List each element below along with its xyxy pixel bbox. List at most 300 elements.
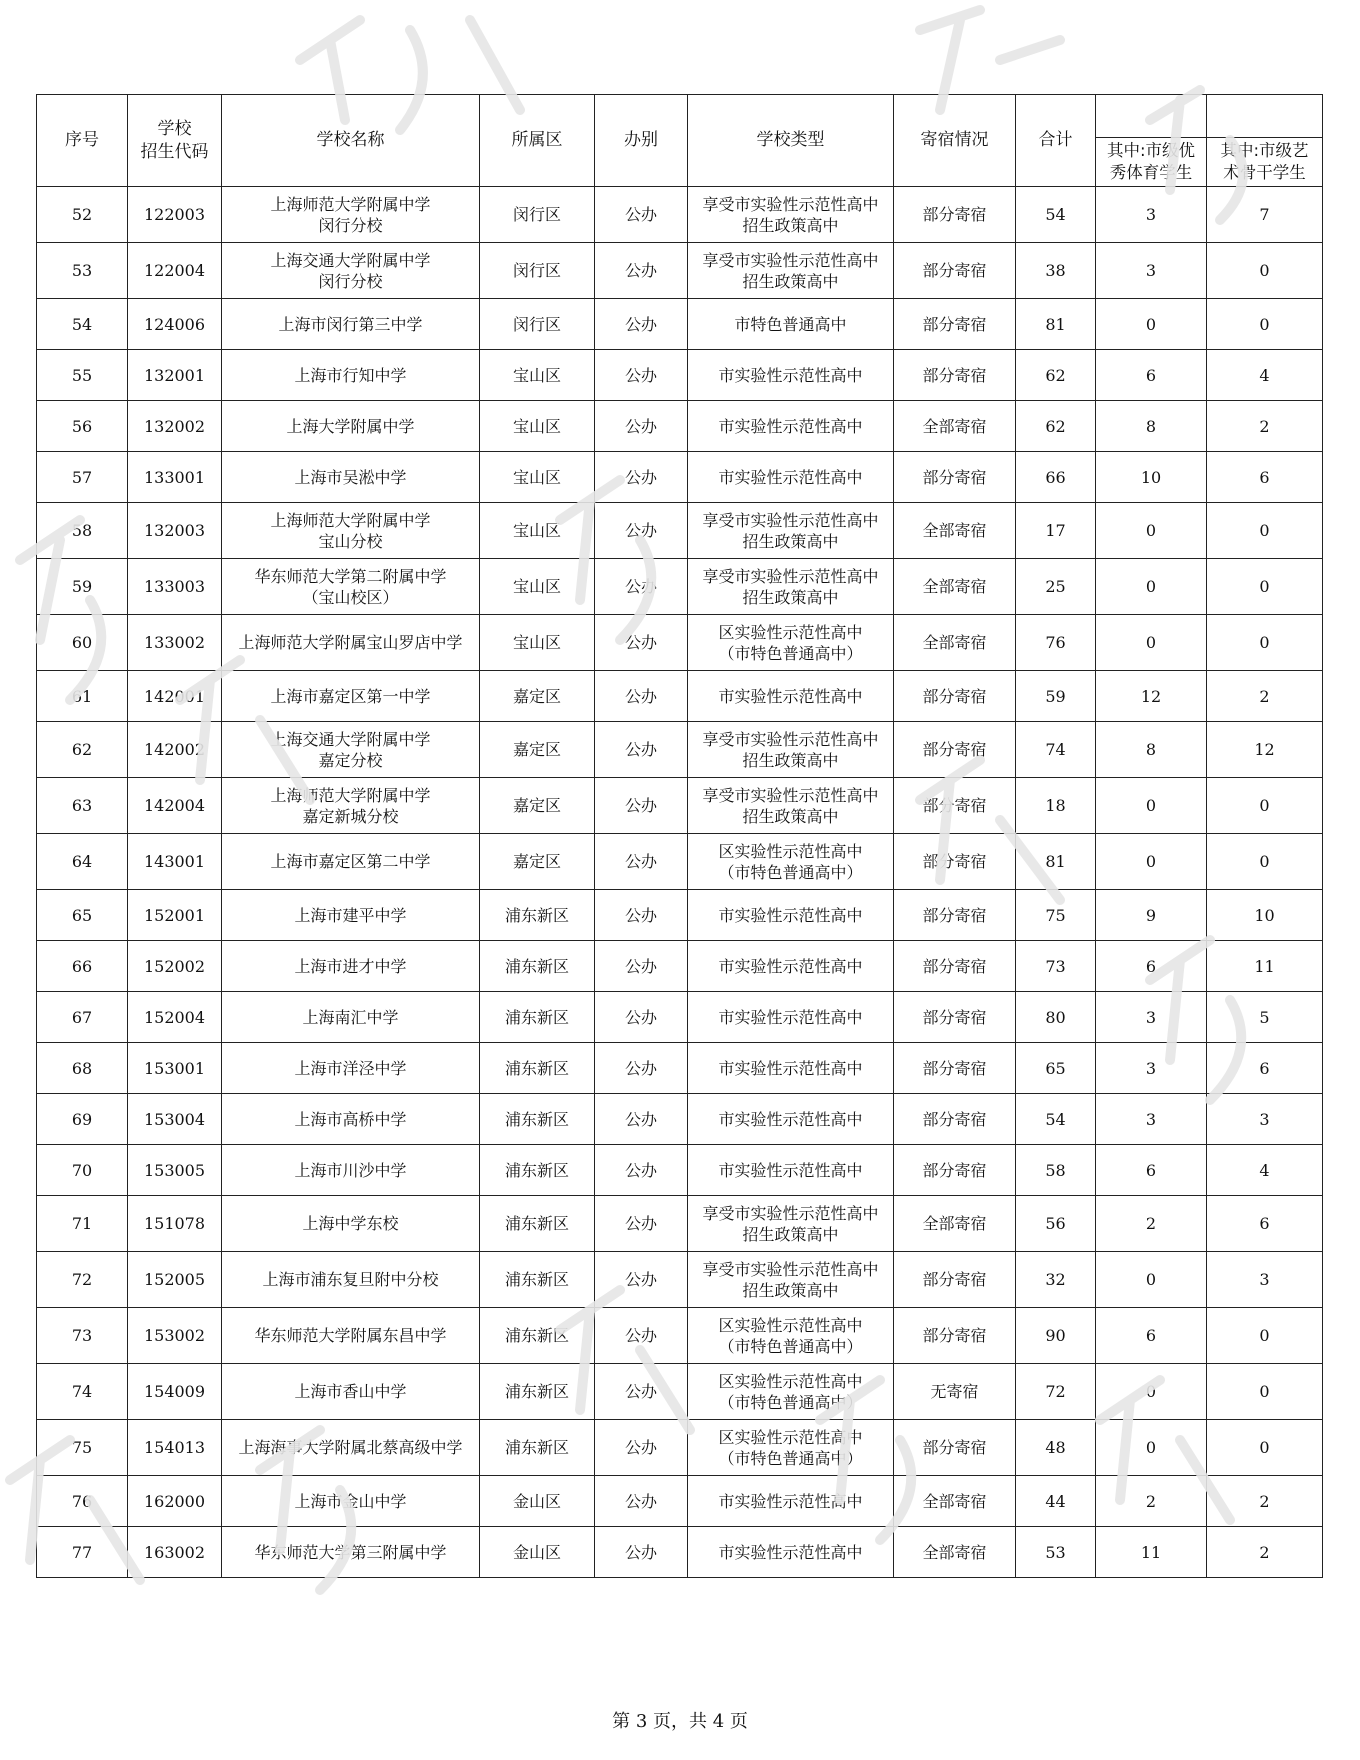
cell-seq: 53 bbox=[37, 243, 128, 299]
cell-arts: 3 bbox=[1207, 1252, 1323, 1308]
header-name: 学校名称 bbox=[222, 95, 480, 187]
cell-arts: 6 bbox=[1207, 1043, 1323, 1094]
cell-sports: 9 bbox=[1096, 890, 1207, 941]
cell-total: 56 bbox=[1016, 1196, 1096, 1252]
cell-sports: 2 bbox=[1096, 1476, 1207, 1527]
table-row bbox=[37, 1420, 1323, 1476]
table-row bbox=[37, 992, 1323, 1043]
cell-name bbox=[222, 187, 480, 243]
cell-ownership: 公办 bbox=[595, 941, 688, 992]
cell-boarding: 全部寄宿 bbox=[894, 401, 1016, 452]
cell-type bbox=[688, 941, 894, 992]
cell-ownership: 公办 bbox=[595, 452, 688, 503]
cell-type bbox=[688, 722, 894, 778]
cell-type-line: 市实验性示范性高中 bbox=[718, 1491, 863, 1511]
cell-name-line: 上海南汇中学 bbox=[302, 1007, 399, 1027]
cell-boarding: 部分寄宿 bbox=[894, 1252, 1016, 1308]
cell-code: 152004 bbox=[128, 992, 222, 1043]
cell-district: 浦东新区 bbox=[480, 1145, 595, 1196]
header-total: 合计 bbox=[1016, 95, 1096, 187]
cell-type-line: 招生政策高中 bbox=[742, 587, 839, 607]
cell-code: 122003 bbox=[128, 187, 222, 243]
cell-name bbox=[222, 299, 480, 350]
cell-name bbox=[222, 1364, 480, 1420]
cell-type bbox=[688, 299, 894, 350]
cell-name-line: 华东师范大学第三附属中学 bbox=[254, 1542, 447, 1562]
cell-total: 54 bbox=[1016, 1094, 1096, 1145]
cell-type-line: 享受市实验性示范性高中 bbox=[702, 729, 879, 749]
cell-name-line: 上海交通大学附属中学 bbox=[270, 729, 431, 749]
cell-sports: 3 bbox=[1096, 1043, 1207, 1094]
cell-arts: 0 bbox=[1207, 1420, 1323, 1476]
cell-name bbox=[222, 1043, 480, 1094]
cell-arts: 0 bbox=[1207, 834, 1323, 890]
cell-district: 宝山区 bbox=[480, 559, 595, 615]
cell-code: 143001 bbox=[128, 834, 222, 890]
cell-name bbox=[222, 401, 480, 452]
cell-type-line: 市实验性示范性高中 bbox=[718, 416, 863, 436]
cell-type-line: 市实验性示范性高中 bbox=[718, 467, 863, 487]
cell-seq: 74 bbox=[37, 1364, 128, 1420]
cell-ownership: 公办 bbox=[595, 350, 688, 401]
cell-seq: 70 bbox=[37, 1145, 128, 1196]
cell-district: 金山区 bbox=[480, 1476, 595, 1527]
cell-name bbox=[222, 1420, 480, 1476]
cell-type-line: 市实验性示范性高中 bbox=[718, 1109, 863, 1129]
cell-code: 142004 bbox=[128, 778, 222, 834]
cell-boarding: 部分寄宿 bbox=[894, 941, 1016, 992]
cell-name-line: 上海师范大学附属中学 bbox=[270, 510, 431, 530]
cell-seq: 77 bbox=[37, 1527, 128, 1578]
table-row bbox=[37, 1527, 1323, 1578]
header-sports-line2: 秀体育学生 bbox=[1109, 163, 1193, 182]
cell-seq: 58 bbox=[37, 503, 128, 559]
cell-arts: 10 bbox=[1207, 890, 1323, 941]
cell-code: 163002 bbox=[128, 1527, 222, 1578]
cell-district: 宝山区 bbox=[480, 503, 595, 559]
cell-district: 浦东新区 bbox=[480, 1420, 595, 1476]
cell-ownership: 公办 bbox=[595, 1308, 688, 1364]
header-sports-line1: 其中:市级优 bbox=[1106, 141, 1196, 160]
cell-sports: 6 bbox=[1096, 1145, 1207, 1196]
cell-total: 38 bbox=[1016, 243, 1096, 299]
cell-sports: 6 bbox=[1096, 941, 1207, 992]
cell-ownership: 公办 bbox=[595, 503, 688, 559]
cell-boarding: 部分寄宿 bbox=[894, 299, 1016, 350]
cell-total: 62 bbox=[1016, 350, 1096, 401]
table-row bbox=[37, 1094, 1323, 1145]
cell-type-line: 市实验性示范性高中 bbox=[718, 1058, 863, 1078]
cell-type-line: 享受市实验性示范性高中 bbox=[702, 1203, 879, 1223]
cell-type-line: 市实验性示范性高中 bbox=[718, 905, 863, 925]
cell-total: 25 bbox=[1016, 559, 1096, 615]
cell-type bbox=[688, 1252, 894, 1308]
cell-name bbox=[222, 350, 480, 401]
header-sports bbox=[1096, 138, 1207, 187]
cell-type bbox=[688, 401, 894, 452]
cell-district: 浦东新区 bbox=[480, 1043, 595, 1094]
header-row bbox=[37, 95, 1323, 138]
cell-name bbox=[222, 503, 480, 559]
page-footer: 第 3 页，共 4 页 bbox=[612, 1711, 748, 1732]
cell-type-line: 享受市实验性示范性高中 bbox=[702, 510, 879, 530]
cell-boarding: 部分寄宿 bbox=[894, 452, 1016, 503]
cell-type bbox=[688, 1420, 894, 1476]
cell-name-line: 上海市金山中学 bbox=[294, 1491, 407, 1511]
cell-district: 浦东新区 bbox=[480, 1196, 595, 1252]
cell-type-line: 市实验性示范性高中 bbox=[718, 686, 863, 706]
cell-arts: 3 bbox=[1207, 1094, 1323, 1145]
cell-ownership: 公办 bbox=[595, 1527, 688, 1578]
cell-total: 48 bbox=[1016, 1420, 1096, 1476]
cell-ownership: 公办 bbox=[595, 401, 688, 452]
cell-type-line: 市实验性示范性高中 bbox=[718, 956, 863, 976]
cell-type-line: （市特色普通高中） bbox=[718, 1336, 863, 1356]
cell-name bbox=[222, 243, 480, 299]
cell-total: 75 bbox=[1016, 890, 1096, 941]
cell-total: 65 bbox=[1016, 1043, 1096, 1094]
cell-boarding: 部分寄宿 bbox=[894, 671, 1016, 722]
cell-type-line: 享受市实验性示范性高中 bbox=[702, 194, 879, 214]
cell-total: 62 bbox=[1016, 401, 1096, 452]
cell-sports: 3 bbox=[1096, 992, 1207, 1043]
cell-name bbox=[222, 1476, 480, 1527]
cell-sports: 3 bbox=[1096, 243, 1207, 299]
cell-code: 154009 bbox=[128, 1364, 222, 1420]
cell-district: 闵行区 bbox=[480, 243, 595, 299]
cell-total: 76 bbox=[1016, 615, 1096, 671]
cell-code: 152002 bbox=[128, 941, 222, 992]
cell-district: 嘉定区 bbox=[480, 722, 595, 778]
cell-arts: 11 bbox=[1207, 941, 1323, 992]
cell-seq: 69 bbox=[37, 1094, 128, 1145]
cell-total: 32 bbox=[1016, 1252, 1096, 1308]
cell-arts: 7 bbox=[1207, 187, 1323, 243]
cell-seq: 71 bbox=[37, 1196, 128, 1252]
cell-type bbox=[688, 503, 894, 559]
cell-name-line: 上海市嘉定区第一中学 bbox=[270, 686, 431, 706]
cell-type-line: 区实验性示范性高中 bbox=[718, 622, 863, 642]
cell-type-line: 招生政策高中 bbox=[742, 1280, 839, 1300]
table-row bbox=[37, 1145, 1323, 1196]
cell-name bbox=[222, 778, 480, 834]
cell-name bbox=[222, 1094, 480, 1145]
cell-sports: 3 bbox=[1096, 187, 1207, 243]
cell-code: 122004 bbox=[128, 243, 222, 299]
cell-total: 58 bbox=[1016, 1145, 1096, 1196]
cell-seq: 67 bbox=[37, 992, 128, 1043]
cell-district: 浦东新区 bbox=[480, 890, 595, 941]
cell-sports: 0 bbox=[1096, 1420, 1207, 1476]
cell-sports: 8 bbox=[1096, 722, 1207, 778]
cell-name-line: （宝山校区） bbox=[302, 587, 399, 607]
cell-arts: 0 bbox=[1207, 559, 1323, 615]
cell-name-line: 上海师范大学附属中学 bbox=[270, 194, 431, 214]
table-row bbox=[37, 350, 1323, 401]
cell-type bbox=[688, 350, 894, 401]
cell-name-line: 上海市闵行第三中学 bbox=[278, 314, 423, 334]
cell-arts: 2 bbox=[1207, 1527, 1323, 1578]
cell-district: 浦东新区 bbox=[480, 1308, 595, 1364]
cell-seq: 73 bbox=[37, 1308, 128, 1364]
table-row bbox=[37, 1196, 1323, 1252]
cell-ownership: 公办 bbox=[595, 1252, 688, 1308]
cell-type-line: （市特色普通高中） bbox=[718, 1392, 863, 1412]
cell-type-line: 市实验性示范性高中 bbox=[718, 1542, 863, 1562]
cell-ownership: 公办 bbox=[595, 1476, 688, 1527]
cell-total: 74 bbox=[1016, 722, 1096, 778]
cell-code: 153004 bbox=[128, 1094, 222, 1145]
cell-seq: 63 bbox=[37, 778, 128, 834]
cell-ownership: 公办 bbox=[595, 834, 688, 890]
cell-type-line: 享受市实验性示范性高中 bbox=[702, 566, 879, 586]
cell-ownership: 公办 bbox=[595, 1094, 688, 1145]
cell-seq: 59 bbox=[37, 559, 128, 615]
header-arts-line2: 术骨干学生 bbox=[1223, 163, 1306, 182]
cell-name-line: 上海市嘉定区第二中学 bbox=[270, 852, 431, 871]
cell-code: 142002 bbox=[128, 722, 222, 778]
cell-name bbox=[222, 941, 480, 992]
cell-name-line: 上海市进才中学 bbox=[294, 956, 407, 976]
cell-type-line: 区实验性示范性高中 bbox=[718, 841, 863, 861]
cell-boarding: 部分寄宿 bbox=[894, 1420, 1016, 1476]
table-row bbox=[37, 722, 1323, 778]
cell-boarding: 部分寄宿 bbox=[894, 778, 1016, 834]
cell-code: 162000 bbox=[128, 1476, 222, 1527]
header-arts bbox=[1207, 138, 1323, 187]
cell-name bbox=[222, 1308, 480, 1364]
cell-ownership: 公办 bbox=[595, 890, 688, 941]
cell-ownership: 公办 bbox=[595, 1420, 688, 1476]
cell-boarding: 全部寄宿 bbox=[894, 615, 1016, 671]
cell-name-line: 上海师范大学附属中学 bbox=[270, 785, 431, 805]
cell-type-line: 招生政策高中 bbox=[742, 1224, 839, 1244]
cell-arts: 2 bbox=[1207, 671, 1323, 722]
cell-seq: 57 bbox=[37, 452, 128, 503]
cell-name bbox=[222, 722, 480, 778]
cell-type bbox=[688, 1145, 894, 1196]
cell-boarding: 部分寄宿 bbox=[894, 243, 1016, 299]
cell-name-line: 上海市香山中学 bbox=[294, 1382, 407, 1401]
cell-name-line: 上海市吴淞中学 bbox=[294, 467, 407, 487]
cell-seq: 60 bbox=[37, 615, 128, 671]
header-boarding: 寄宿情况 bbox=[894, 95, 1016, 187]
cell-district: 宝山区 bbox=[480, 350, 595, 401]
cell-boarding: 部分寄宿 bbox=[894, 1094, 1016, 1145]
cell-sports: 6 bbox=[1096, 1308, 1207, 1364]
cell-type bbox=[688, 1094, 894, 1145]
cell-code: 133002 bbox=[128, 615, 222, 671]
table-row bbox=[37, 1364, 1323, 1420]
cell-boarding: 部分寄宿 bbox=[894, 1145, 1016, 1196]
cell-total: 53 bbox=[1016, 1527, 1096, 1578]
header-code-line1: 学校 bbox=[157, 118, 192, 139]
table-row bbox=[37, 671, 1323, 722]
cell-ownership: 公办 bbox=[595, 1196, 688, 1252]
cell-boarding: 全部寄宿 bbox=[894, 503, 1016, 559]
cell-boarding: 全部寄宿 bbox=[894, 1527, 1016, 1578]
cell-arts: 0 bbox=[1207, 1308, 1323, 1364]
cell-seq: 62 bbox=[37, 722, 128, 778]
cell-total: 73 bbox=[1016, 941, 1096, 992]
cell-total: 90 bbox=[1016, 1308, 1096, 1364]
cell-type bbox=[688, 890, 894, 941]
cell-code: 152005 bbox=[128, 1252, 222, 1308]
cell-name-line: 闵行分校 bbox=[318, 271, 383, 291]
cell-district: 嘉定区 bbox=[480, 778, 595, 834]
cell-code: 154013 bbox=[128, 1420, 222, 1476]
cell-name-line: 上海市洋泾中学 bbox=[294, 1058, 407, 1078]
cell-name-line: 上海市高桥中学 bbox=[294, 1109, 407, 1129]
header-arts-line1: 其中:市级艺 bbox=[1220, 141, 1309, 160]
cell-name bbox=[222, 890, 480, 941]
cell-arts: 12 bbox=[1207, 722, 1323, 778]
cell-name-line: 闵行分校 bbox=[318, 215, 383, 235]
cell-type-line: 区实验性示范性高中 bbox=[718, 1315, 863, 1335]
cell-sports: 0 bbox=[1096, 503, 1207, 559]
cell-boarding: 部分寄宿 bbox=[894, 1043, 1016, 1094]
cell-arts: 4 bbox=[1207, 350, 1323, 401]
cell-arts: 0 bbox=[1207, 615, 1323, 671]
cell-type-line: 招生政策高中 bbox=[742, 215, 839, 235]
cell-type-line: 招生政策高中 bbox=[742, 750, 839, 770]
cell-type bbox=[688, 559, 894, 615]
cell-type-line: 市实验性示范性高中 bbox=[718, 1160, 863, 1180]
cell-arts: 5 bbox=[1207, 992, 1323, 1043]
cell-seq: 55 bbox=[37, 350, 128, 401]
cell-name-line: 上海师范大学附属宝山罗店中学 bbox=[238, 633, 463, 652]
cell-arts: 2 bbox=[1207, 401, 1323, 452]
cell-arts: 4 bbox=[1207, 1145, 1323, 1196]
cell-district: 嘉定区 bbox=[480, 671, 595, 722]
cell-name bbox=[222, 834, 480, 890]
header-type: 学校类型 bbox=[688, 95, 894, 187]
cell-code: 132002 bbox=[128, 401, 222, 452]
cell-code: 153001 bbox=[128, 1043, 222, 1094]
cell-ownership: 公办 bbox=[595, 559, 688, 615]
cell-type bbox=[688, 834, 894, 890]
cell-code: 133001 bbox=[128, 452, 222, 503]
cell-seq: 75 bbox=[37, 1420, 128, 1476]
cell-name-line: 华东师范大学附属东昌中学 bbox=[254, 1326, 447, 1345]
cell-sports: 0 bbox=[1096, 559, 1207, 615]
cell-type-line: 区实验性示范性高中 bbox=[718, 1427, 863, 1447]
cell-arts: 0 bbox=[1207, 243, 1323, 299]
cell-seq: 66 bbox=[37, 941, 128, 992]
cell-ownership: 公办 bbox=[595, 1145, 688, 1196]
cell-sports: 2 bbox=[1096, 1196, 1207, 1252]
cell-arts: 0 bbox=[1207, 299, 1323, 350]
table-row bbox=[37, 615, 1323, 671]
cell-ownership: 公办 bbox=[595, 722, 688, 778]
cell-type-line: 区实验性示范性高中 bbox=[718, 1371, 863, 1391]
cell-seq: 68 bbox=[37, 1043, 128, 1094]
cell-boarding: 部分寄宿 bbox=[894, 834, 1016, 890]
cell-name bbox=[222, 1145, 480, 1196]
cell-district: 闵行区 bbox=[480, 299, 595, 350]
cell-name-line: 嘉定分校 bbox=[318, 750, 383, 770]
cell-name-line: 上海市川沙中学 bbox=[294, 1160, 407, 1180]
cell-name-line: 上海海事大学附属北蔡高级中学 bbox=[238, 1438, 463, 1457]
cell-type-line: 招生政策高中 bbox=[742, 806, 839, 826]
table-row bbox=[37, 834, 1323, 890]
cell-code: 153002 bbox=[128, 1308, 222, 1364]
cell-arts: 0 bbox=[1207, 503, 1323, 559]
cell-total: 66 bbox=[1016, 452, 1096, 503]
header-blank-2 bbox=[1207, 95, 1323, 138]
table-row bbox=[37, 890, 1323, 941]
cell-district: 宝山区 bbox=[480, 401, 595, 452]
cell-type-line: 招生政策高中 bbox=[742, 531, 839, 551]
cell-type bbox=[688, 452, 894, 503]
cell-type bbox=[688, 615, 894, 671]
cell-name bbox=[222, 1252, 480, 1308]
cell-type-line: 享受市实验性示范性高中 bbox=[702, 785, 879, 805]
cell-ownership: 公办 bbox=[595, 299, 688, 350]
cell-district: 宝山区 bbox=[480, 452, 595, 503]
cell-name-line: 华东师范大学第二附属中学 bbox=[254, 566, 447, 586]
cell-boarding: 全部寄宿 bbox=[894, 559, 1016, 615]
cell-seq: 64 bbox=[37, 834, 128, 890]
cell-name bbox=[222, 1527, 480, 1578]
cell-ownership: 公办 bbox=[595, 615, 688, 671]
cell-boarding: 部分寄宿 bbox=[894, 1308, 1016, 1364]
cell-boarding: 部分寄宿 bbox=[894, 187, 1016, 243]
cell-name bbox=[222, 671, 480, 722]
table-row bbox=[37, 243, 1323, 299]
admission-table bbox=[36, 94, 1323, 1578]
cell-total: 44 bbox=[1016, 1476, 1096, 1527]
cell-ownership: 公办 bbox=[595, 992, 688, 1043]
cell-name-line: 上海大学附属中学 bbox=[286, 416, 415, 436]
cell-seq: 52 bbox=[37, 187, 128, 243]
cell-code: 152001 bbox=[128, 890, 222, 941]
cell-district: 浦东新区 bbox=[480, 1094, 595, 1145]
cell-total: 17 bbox=[1016, 503, 1096, 559]
cell-name-line: 上海市建平中学 bbox=[294, 905, 407, 925]
cell-type-line: （市特色普通高中） bbox=[718, 862, 863, 882]
cell-type bbox=[688, 778, 894, 834]
cell-ownership: 公办 bbox=[595, 243, 688, 299]
cell-code: 132001 bbox=[128, 350, 222, 401]
header-code-line2: 招生代码 bbox=[140, 141, 209, 162]
cell-boarding: 部分寄宿 bbox=[894, 722, 1016, 778]
cell-type-line: 招生政策高中 bbox=[742, 271, 839, 291]
cell-type-line: 市实验性示范性高中 bbox=[718, 1007, 863, 1027]
cell-district: 浦东新区 bbox=[480, 941, 595, 992]
cell-type bbox=[688, 187, 894, 243]
cell-seq: 65 bbox=[37, 890, 128, 941]
cell-district: 浦东新区 bbox=[480, 992, 595, 1043]
cell-seq: 61 bbox=[37, 671, 128, 722]
cell-district: 金山区 bbox=[480, 1527, 595, 1578]
cell-total: 59 bbox=[1016, 671, 1096, 722]
table-row bbox=[37, 401, 1323, 452]
cell-name bbox=[222, 559, 480, 615]
cell-total: 72 bbox=[1016, 1364, 1096, 1420]
cell-sports: 6 bbox=[1096, 350, 1207, 401]
table-row bbox=[37, 299, 1323, 350]
cell-seq: 72 bbox=[37, 1252, 128, 1308]
table-row bbox=[37, 559, 1323, 615]
cell-name-line: 宝山分校 bbox=[318, 531, 383, 551]
cell-boarding: 部分寄宿 bbox=[894, 890, 1016, 941]
cell-seq: 54 bbox=[37, 299, 128, 350]
table-body bbox=[37, 187, 1323, 1578]
cell-total: 81 bbox=[1016, 299, 1096, 350]
cell-code: 151078 bbox=[128, 1196, 222, 1252]
cell-arts: 6 bbox=[1207, 1196, 1323, 1252]
